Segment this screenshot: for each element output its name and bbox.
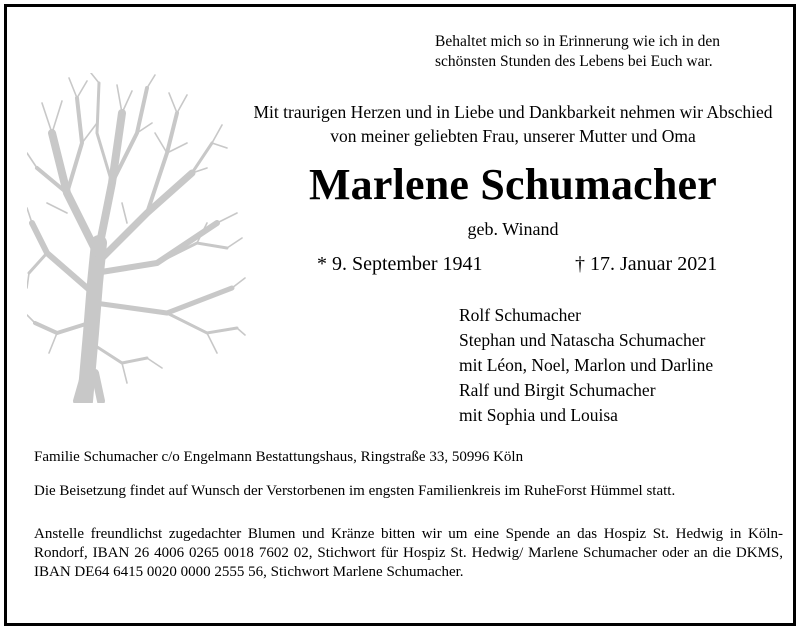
intro-text: Mit traurigen Herzen und in Liebe und Dankbarkeit nehmen wir Abschied von meiner geliebten Frau, unserer Mutter und Oma xyxy=(253,102,773,146)
list-item: Stephan und Natascha Schumacher xyxy=(459,330,706,350)
mourners-list xyxy=(459,303,713,428)
death-date: † 17. Januar 2021 xyxy=(575,253,718,275)
obituary-notice xyxy=(4,4,796,626)
burial-notice: Die Beisetzung findet auf Wunsch der Verstorbenen im engsten Familienkreis im RuheForst Hümmel statt. xyxy=(34,483,676,499)
donation-notice: Anstelle freundlichst zugedachter Blumen und Kränze bitten wir um eine Spende an das Hospiz St. Hedwig in Köln-Rondorf, IBAN 26 4006 0265 0018 7602 02, Stichwort für Hospiz St. Hedwig/ Marlene Schumacher oder an die DKMS, IBAN DE64 6415 0020 0000 2555 56, Stichwort Marlene Schumacher. xyxy=(34,526,783,580)
tree-icon xyxy=(27,73,247,403)
birth-date: * 9. September 1941 xyxy=(317,253,483,275)
family-address: Familie Schumacher c/o Engelmann Bestattungshaus, Ringstraße 33, 50996 Köln xyxy=(34,449,524,465)
list-item: mit Sophia und Louisa xyxy=(459,405,618,425)
list-item: Ralf und Birgit Schumacher xyxy=(459,380,656,400)
motto-quote: Behaltet mich so in Erinnerung wie ich in den schönsten Stunden des Lebens bei Euch war. xyxy=(435,33,720,70)
list-item: mit Léon, Noel, Marlon und Darline xyxy=(459,355,714,375)
list-item: Rolf Schumacher xyxy=(459,305,581,325)
maiden-name: geb. Winand xyxy=(467,219,559,239)
deceased-name: Marlene Schumacher xyxy=(308,160,718,209)
